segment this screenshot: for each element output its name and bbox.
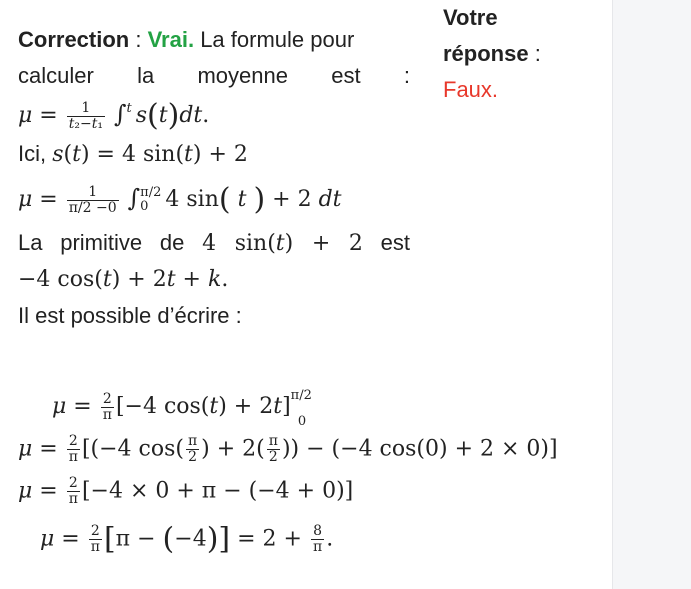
primitive-expression: −4 cos(t) + 2t + k. <box>18 267 229 292</box>
your-answer-panel <box>443 0 608 108</box>
primitive-text-b: est <box>380 230 410 255</box>
calc-step-3: μ = $\frac{2}{\pi}$ [−4 × 0 + π − (−4 + 0)] <box>18 475 354 507</box>
mean-formula: μ = $\frac{1}{\text{t₂−t₁}}$ ∫ t s(t)dt. <box>18 98 210 133</box>
your-answer-label-1: Votre <box>443 5 498 30</box>
correction-verdict: Vrai. <box>147 27 195 52</box>
correction-sep: : <box>129 27 148 52</box>
your-answer-label-row <box>443 36 608 72</box>
ici-line: Ici, s(t) = 4 sin(t) + 2 <box>18 141 248 167</box>
calc-step-4: μ = $\frac{2}{\pi}$ [π − (−4)] = 2 + $\frac{8}{\pi}$ . <box>40 521 334 557</box>
calc-step-2: μ = $\frac{2}{\pi}$ [(−4 cos( $\frac{\pi}{2}$ ) + 2( $\frac{\pi}{2}$ )) − (−4 cos(0) + 2 × 0)] <box>18 433 558 465</box>
ici-text: Ici, <box>18 141 53 166</box>
calc-step-1: μ = $\frac{2}{\pi}$ [−4 cos(t) + 2t]$^{\pi/2}_0$ <box>52 388 312 429</box>
primitive-line: La primitive de 4 sin(t) + 2 est <box>18 230 410 256</box>
your-answer-label-2: réponse <box>443 41 529 66</box>
correction-line-1 <box>18 22 410 58</box>
mean-substituted: μ = $\frac{1}{\pi/2 -0}$ ∫ π/2 0 4 sin( t ) + 2 dt <box>18 182 342 217</box>
your-answer-value: Faux. <box>443 77 499 102</box>
correction-text-1: La formule pour <box>194 27 355 52</box>
right-panel <box>612 0 691 589</box>
correction-line-2: calculer la moyenne est : <box>18 63 410 88</box>
correction-block <box>18 22 410 334</box>
possible-line: Il est possible d’écrire : <box>18 303 242 328</box>
primitive-text-a: La primitive de <box>18 230 185 255</box>
your-answer-colon: : <box>528 41 541 66</box>
correction-label: Correction <box>18 27 130 52</box>
